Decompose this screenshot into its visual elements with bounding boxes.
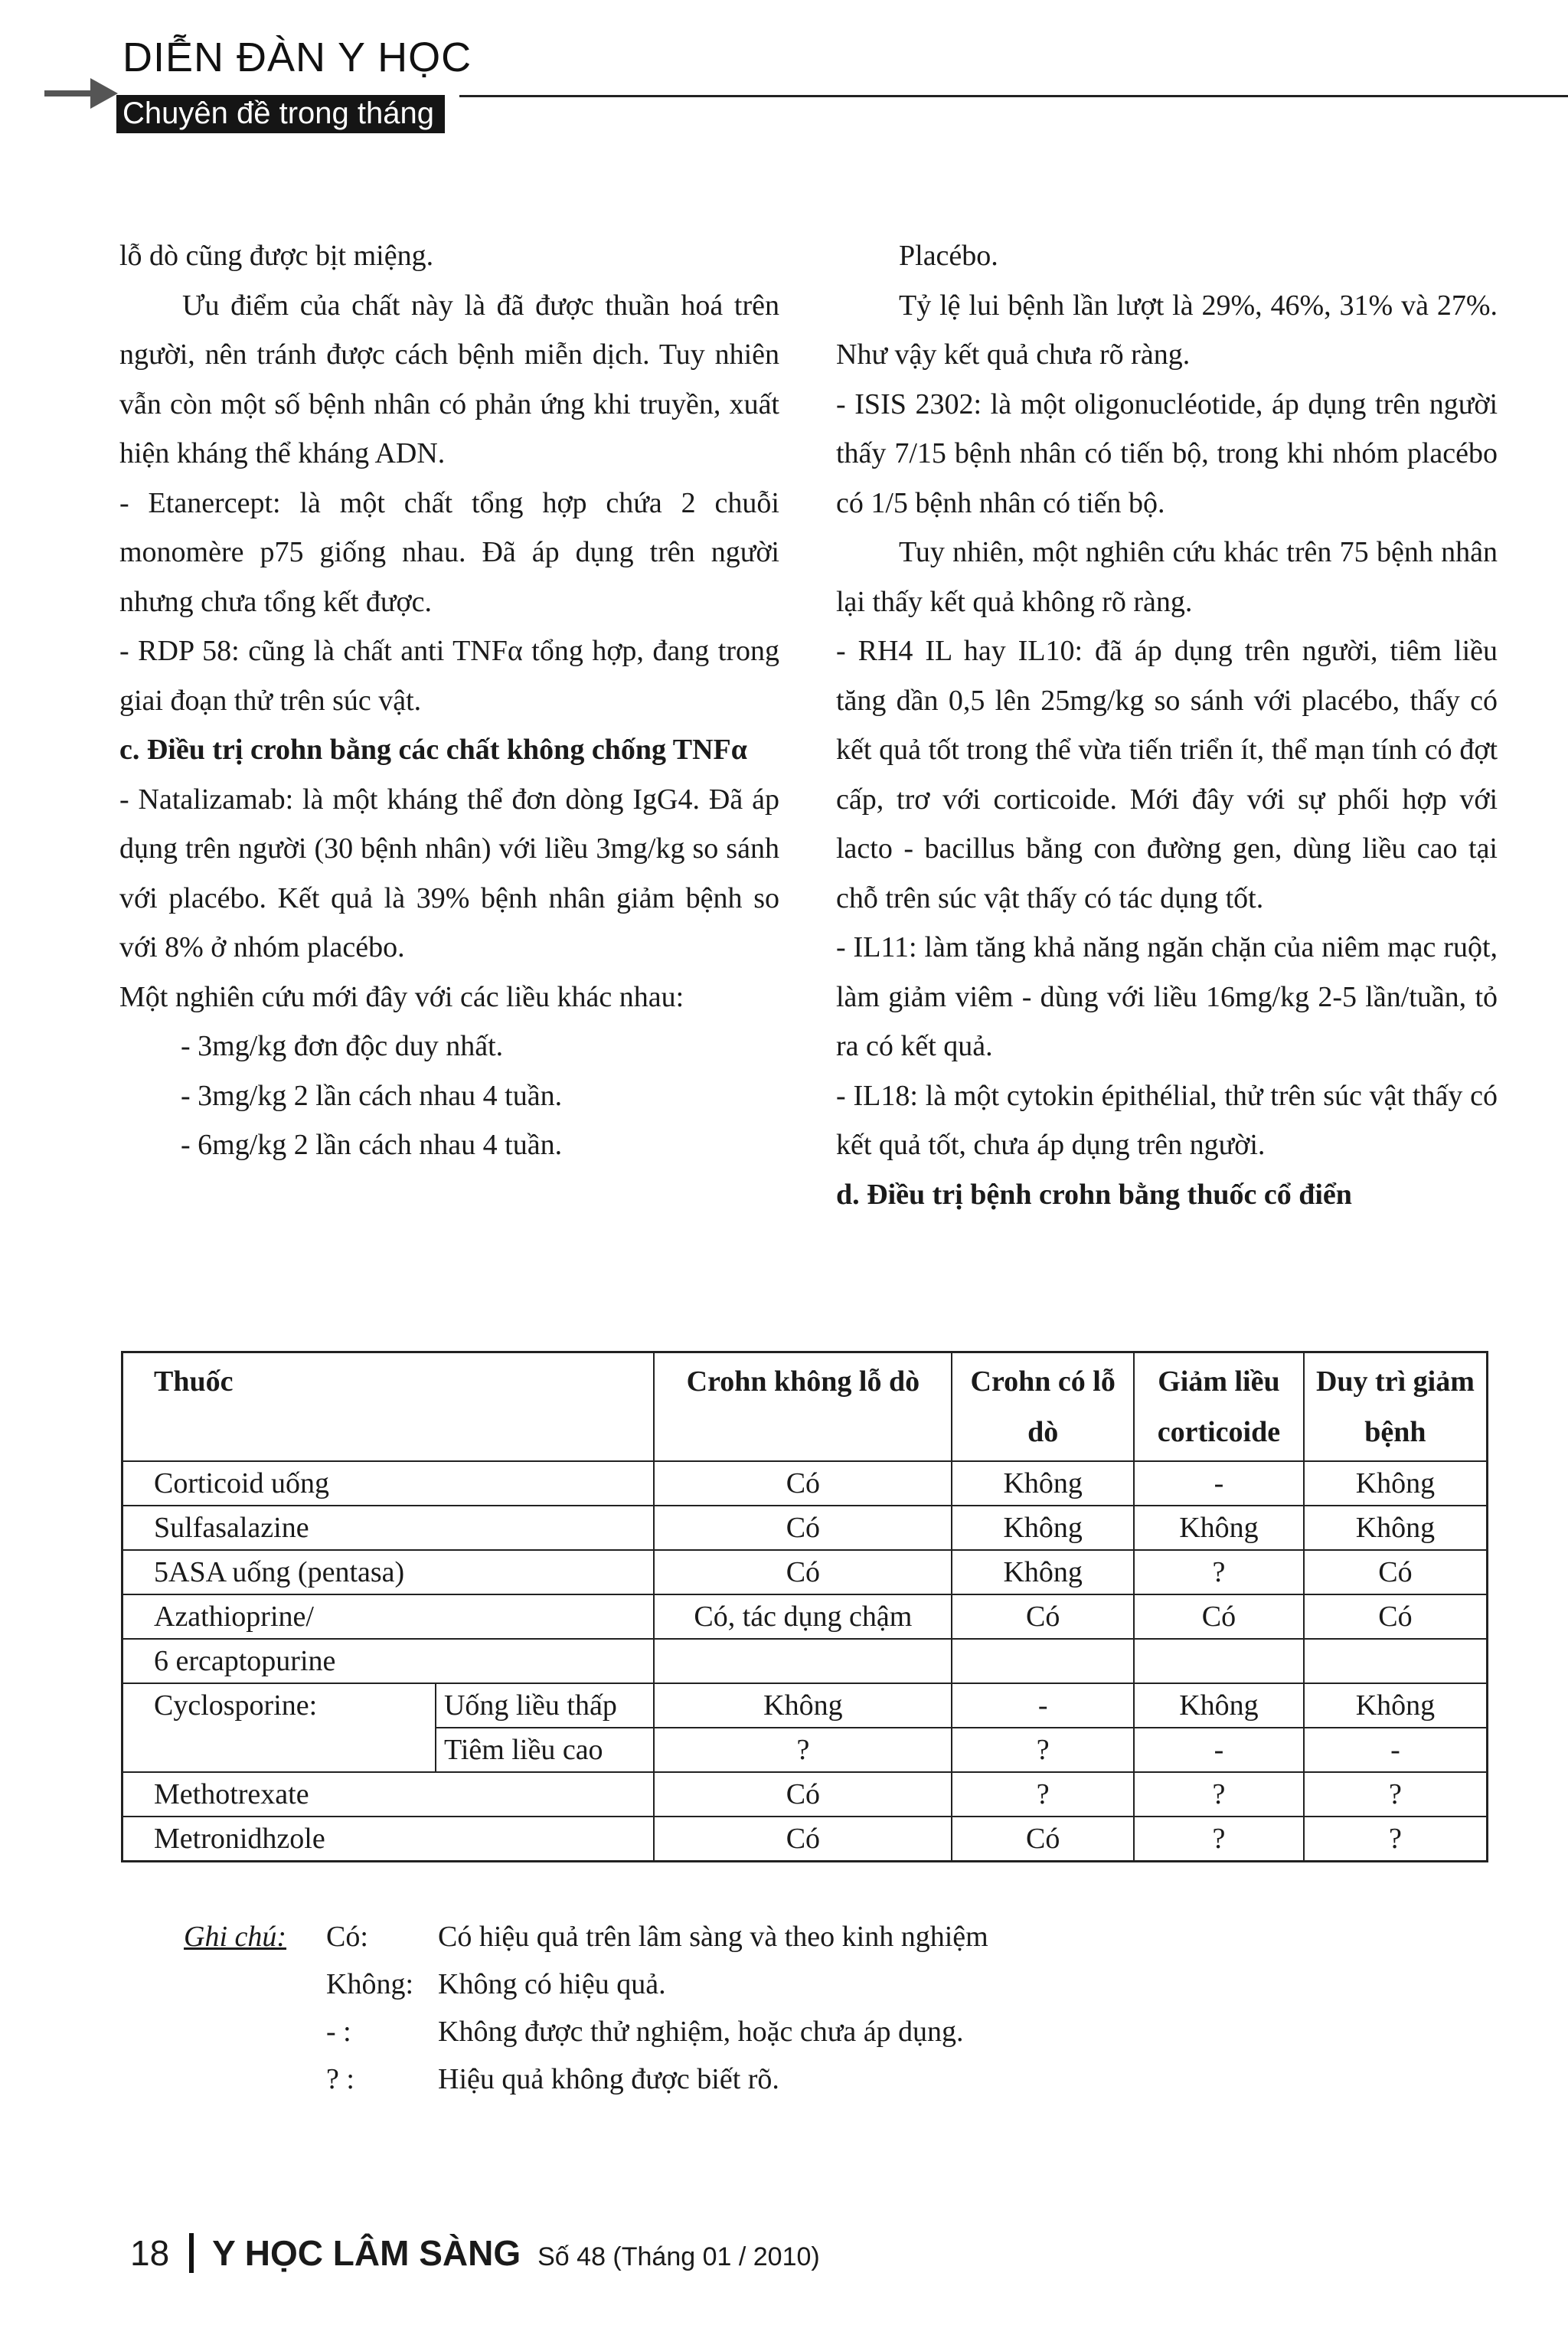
table-row [122, 1772, 1488, 1817]
cell: Có [654, 1550, 952, 1594]
paragraph: - IL18: là một cytokin épithélial, thử trên súc vật thấy có kết quả tốt, chưa áp dụng trên người. [836, 1079, 1498, 1161]
header-no-fistula: Crohn không lỗ dò [654, 1352, 952, 1462]
header-fistula: Crohn có lỗ dò [952, 1352, 1134, 1462]
page-number: 18 [130, 2233, 170, 2273]
cell-drug: Methotrexate [122, 1772, 655, 1817]
paragraph: lỗ dò cũng được bịt miệng. [119, 240, 434, 272]
dose-item: - 6mg/kg 2 lần cách nhau 4 tuần. [181, 1129, 563, 1161]
header-reduce-corticoide: Giảm liều corticoide [1134, 1352, 1304, 1462]
cell: Có [654, 1461, 952, 1506]
cell: Không [1304, 1506, 1488, 1550]
journal-name: Y HỌC LÂM SÀNG [212, 2233, 521, 2273]
table-row [122, 1506, 1488, 1550]
cell: Không [1304, 1683, 1488, 1728]
note-value: Hiệu quả không được biết rõ. [438, 2063, 779, 2095]
cell-route: Tiêm liều cao [436, 1728, 654, 1772]
paragraph: Một nghiên cứu mới đây với các liều khác nhau: [119, 980, 684, 1013]
issue-info: Số 48 (Tháng 01 / 2010) [537, 2242, 820, 2271]
section-heading-c: c. Điều trị crohn bằng các chất không chống TNFα [119, 734, 747, 766]
dose-item: - 3mg/kg đơn độc duy nhất. [181, 1030, 504, 1062]
cell: ? [952, 1728, 1134, 1772]
cell: Có [654, 1817, 952, 1862]
note-key: Có: [326, 1921, 368, 1953]
table-row-cyclosporine-oral [122, 1683, 1488, 1728]
notes-label: Ghi chú: [184, 1921, 287, 1953]
dose-item: - 3mg/kg 2 lần cách nhau 4 tuần. [181, 1079, 563, 1112]
cell: ? [1304, 1817, 1488, 1862]
section-heading-d: d. Điều trị bệnh crohn bằng thuốc cổ điển [836, 1178, 1352, 1211]
note-key: Không: [326, 1968, 413, 2000]
header-rule [459, 95, 1568, 97]
cell-drug: Metronidhzole [122, 1817, 655, 1862]
cell: - [952, 1683, 1134, 1728]
cell: Có [654, 1772, 952, 1817]
paragraph: - IL11: làm tăng khả năng ngăn chặn của niêm mạc ruột, làm giảm viêm - dùng với liều 16mg/kg 2-5 lần/tuần, tỏ ra có kết quả. [836, 931, 1498, 1062]
cell: Không [1304, 1461, 1488, 1506]
right-column [836, 231, 1498, 1219]
section-subtitle: Chuyên đề trong tháng [116, 95, 445, 133]
paragraph: - RH4 IL hay IL10: đã áp dụng trên người, tiêm liều tăng dần 0,5 lên 25mg/kg so sánh với placébo, thấy có kết quả tốt trong thể vừa tiến triển ít, thể mạn tính có đợt cấp, trơ với corticoide. Mới đây với sự phối hợp với lacto - bacillus bằng con đường gen, dùng liều cao tại chỗ trên súc vật thấy có tác dụng tốt. [836, 635, 1498, 914]
cell: ? [1134, 1550, 1304, 1594]
cell: ? [952, 1772, 1134, 1817]
paragraph: - Natalizamab: là một kháng thể đơn dòng IgG4. Đã áp dụng trên người (30 bệnh nhân) với liều 3mg/kg so sánh với placébo. Kết quả là 39% bệnh nhân giảm bệnh so với 8% ở nhóm placébo. [119, 783, 779, 963]
treatment-table [121, 1351, 1488, 1862]
left-column [119, 231, 779, 1170]
table-row [122, 1639, 1488, 1683]
cell: Không [654, 1683, 952, 1728]
cell-drug: 5ASA uống (pentasa) [122, 1550, 655, 1594]
note-value: Không được thử nghiệm, hoặc chưa áp dụng. [438, 2016, 964, 2048]
header-maintain: Duy trì giảm bệnh [1304, 1352, 1488, 1462]
paragraph: Tuy nhiên, một nghiên cứu khác trên 75 bệnh nhân lại thấy kết quả không rõ ràng. [836, 536, 1498, 618]
cell: Có [952, 1594, 1134, 1639]
cell: Không [1134, 1506, 1304, 1550]
cell: Có [654, 1506, 952, 1550]
cell: Không [952, 1550, 1134, 1594]
cell: Không [952, 1506, 1134, 1550]
paragraph: Tỷ lệ lui bệnh lần lượt là 29%, 46%, 31% và 27%. Như vậy kết quả chưa rõ ràng. [836, 289, 1498, 371]
section-title: DIỄN ĐÀN Y HỌC [122, 34, 472, 80]
arrow-icon [44, 77, 121, 110]
table-notes [184, 1913, 988, 2103]
cell: Có [1304, 1594, 1488, 1639]
paragraph: - Etanercept: là một chất tổng hợp chứa 2 chuỗi monomère p75 giống nhau. Đã áp dụng trên người nhưng chưa tổng kết được. [119, 486, 779, 618]
table-header-row [122, 1352, 1488, 1462]
cell [952, 1639, 1134, 1683]
note-key: - : [326, 2016, 351, 2048]
table-row [122, 1550, 1488, 1594]
cell-drug: Cyclosporine: [122, 1683, 436, 1772]
cell [654, 1639, 952, 1683]
cell: Có [1134, 1594, 1304, 1639]
cell-route: Uống liều thấp [436, 1683, 654, 1728]
table-row [122, 1594, 1488, 1639]
note-value: Không có hiệu quả. [438, 1968, 666, 2000]
table-row [122, 1461, 1488, 1506]
cell: ? [1134, 1772, 1304, 1817]
cell: Không [952, 1461, 1134, 1506]
cell-drug: 6 ercaptopurine [122, 1639, 655, 1683]
table-row [122, 1817, 1488, 1862]
page-footer [130, 2232, 820, 2274]
cell: ? [654, 1728, 952, 1772]
cell: Không [1134, 1683, 1304, 1728]
cell [1134, 1639, 1304, 1683]
paragraph: - RDP 58: cũng là chất anti TNFα tổng hợp, đang trong giai đoạn thử trên súc vật. [119, 635, 779, 717]
paragraph: Placébo. [899, 240, 998, 272]
cell: - [1134, 1461, 1304, 1506]
note-key: ? : [326, 2063, 354, 2095]
cell-drug: Sulfasalazine [122, 1506, 655, 1550]
cell: - [1134, 1728, 1304, 1772]
note-value: Có hiệu quả trên lâm sàng và theo kinh nghiệm [438, 1921, 988, 1953]
header-drug: Thuốc [122, 1352, 655, 1462]
paragraph: Ưu điểm của chất này là đã được thuần hoá trên người, nên tránh được cách bệnh miễn dịch. Tuy nhiên vẫn còn một số bệnh nhân có phản ứng khi truyền, xuất hiện kháng thể kháng ADN. [119, 289, 779, 469]
cell: ? [1304, 1772, 1488, 1817]
cell-drug: Corticoid uống [122, 1461, 655, 1506]
cell: Có, tác dụng chậm [654, 1594, 952, 1639]
cell: - [1304, 1728, 1488, 1772]
cell-drug: Azathioprine/ [122, 1594, 655, 1639]
cell: Có [1304, 1550, 1488, 1594]
cell: Có [952, 1817, 1134, 1862]
cell [1304, 1639, 1488, 1683]
footer-divider [189, 2233, 194, 2273]
paragraph: - ISIS 2302: là một oligonucléotide, áp dụng trên người thấy 7/15 bệnh nhân có tiến bộ, trong khi nhóm placébo có 1/5 bệnh nhân có tiến bộ. [836, 388, 1498, 519]
cell: ? [1134, 1817, 1304, 1862]
